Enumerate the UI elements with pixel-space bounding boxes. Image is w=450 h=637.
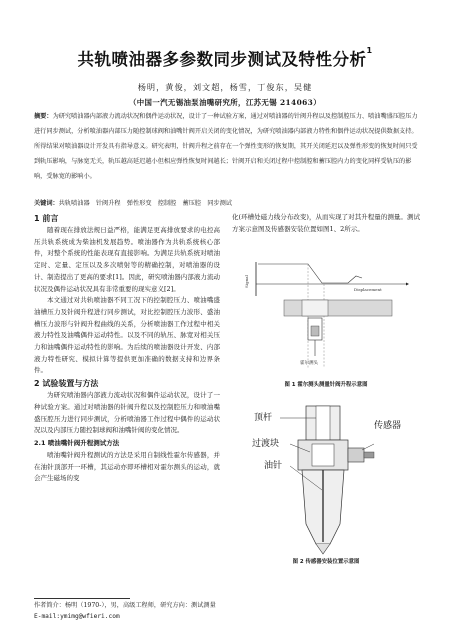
abstract-label: 摘要：	[34, 113, 53, 120]
section-1-paragraph-2: 本文通过对共轨喷油器不同工况下的控制腔压力、喷油嘴盛油槽压力及针阀升程进行同步测试，对比控制腔压力波形、盛油槽压力波形与针阀升程曲线的关系，分析喷油器工作过程中相关液力特性及油嘴偶件运动特性。以及不同的轨压、脉宽对相关压力和油嘴偶件运动特性的影响。为后续的喷油器设计开发、内部液力特性研究、模拟计算等提供更加准确的数据支持和边界条件。	[34, 296, 220, 375]
footnote	[34, 601, 420, 622]
right-column-paragraph: 化(环槽处磁力线分布改变)，从而实现了对其升程量的测量。测试方案示意图及传感器安装位置如图1、2所示。	[232, 213, 420, 233]
abstract	[34, 109, 419, 184]
paper-title-text: 共轨喷油器多参数同步测试及特性分析	[77, 50, 367, 69]
fig1-needle-groove	[302, 300, 328, 316]
fig2-label-top-rod: 顶杆	[254, 413, 273, 423]
right-column	[232, 212, 420, 235]
fig2-label-needle: 油针	[264, 461, 283, 471]
figure-2-caption: 图 2 传感器安装位置示意图	[292, 559, 360, 565]
fig2-sensor	[348, 448, 364, 462]
fig1-ylabel: Signal	[244, 275, 249, 288]
figure-2	[250, 404, 420, 556]
title-footnote-mark: 1	[366, 46, 373, 55]
fig2-label-sensor: 传感器	[374, 421, 402, 431]
section-1-heading: 1 前言	[34, 214, 59, 223]
fig1-sensor-label: 霍尔测头	[300, 361, 318, 366]
keywords-label: 关键词：	[34, 200, 59, 207]
figure-1-caption: 图 1 霍尔测头测量针阀升程示意图	[284, 382, 368, 388]
author-bio: 作者简介：杨明（1970-），男，高级工程师，研究方向：测试测量	[34, 602, 216, 609]
footnote-divider	[34, 598, 130, 599]
paper-title	[0, 46, 450, 70]
left-column	[34, 212, 220, 485]
affiliation: （中国一汽无锡油泵油嘴研究所，江苏无锡 214063）	[128, 98, 322, 107]
figure-1	[238, 256, 414, 374]
section-2-heading: 2 试验装置与方法	[34, 379, 99, 389]
keywords	[34, 199, 419, 209]
fig1-xlabel: Displacement	[354, 287, 382, 292]
section-2-1-paragraph-1: 喷油嘴针阀升程测试的方法是采用自制线性霍尔传感器，并在油针顶部开一环槽，其运动亦即环槽相对霍尔测头的运动，就会产生磁场的变	[34, 450, 220, 483]
section-1-paragraph-1: 随着现在排放法规日益严格，能满足更高排放要求的电控高压共轨系统成为柴油机发展趋势。喷油器作为共轨系统核心部件，对整个系统的性能表现有直接影响。为满足共轨系统对喷油定时、定量、定压以及多次喷射等的精确控制，对喷油器的设计、制造提出了更高的要求[1]。因此，研究喷油器内部液力流动状况及偶件运动状况具有非常重要的现实意义[2]。	[34, 226, 220, 293]
fig2-top-rod	[316, 406, 330, 440]
section-2-1-heading: 2.1 喷油嘴针阀升程测试方法	[34, 438, 120, 447]
author-email: E-mail:ymimg@wfieri.com	[34, 612, 120, 620]
fig2-label-transition: 过渡块	[252, 439, 280, 449]
abstract-text: 为研究喷油器内部液力流动状况和偶件运动状况，设计了一种试验方案，通过对喷油器的针阀升程以及控制腔压力、喷油嘴盛压腔压力进行同步测试，分析喷油器内部压力随控制球阀和油嘴针阀开启关闭的变化情况，为研究喷油器内部液力特性和偶件运动状况提供数据支持。所得结果对喷油器设计开发具有指导意义。研究表明，针阀升程之前存在一个弹性变形的恢复期，其开关闭延迟以及弹性形变的恢复时间只受到轨压影响，与脉宽无关，轨压越高延迟越小但相应弹性恢复时间越长；针阀开启和关闭过程中控制腔和蓄压腔内力的变化同样受轨压的影响，受脉宽的影响小。	[34, 113, 418, 180]
keywords-text: 共轨喷油器 针阀升程 弹性形变 控制腔 蓄压腔 同步测试	[58, 200, 232, 207]
fig1-needle-body	[284, 300, 392, 316]
authors: 杨明，黄俊，刘文超，杨雪，丁俊东，吴健	[137, 82, 313, 92]
section-2-paragraph-1: 为研究喷油器内部液力流动状况和偶件运动状况，设计了一种试验方案。通过对喷油器的针阀升程以及控制腔压力和喷油嘴盛压腔压力进行同步测试，分析喷油器工作过程中偶件的运动状况以及内部压力随控制球阀和油嘴针阀的变化情况。	[34, 391, 220, 435]
